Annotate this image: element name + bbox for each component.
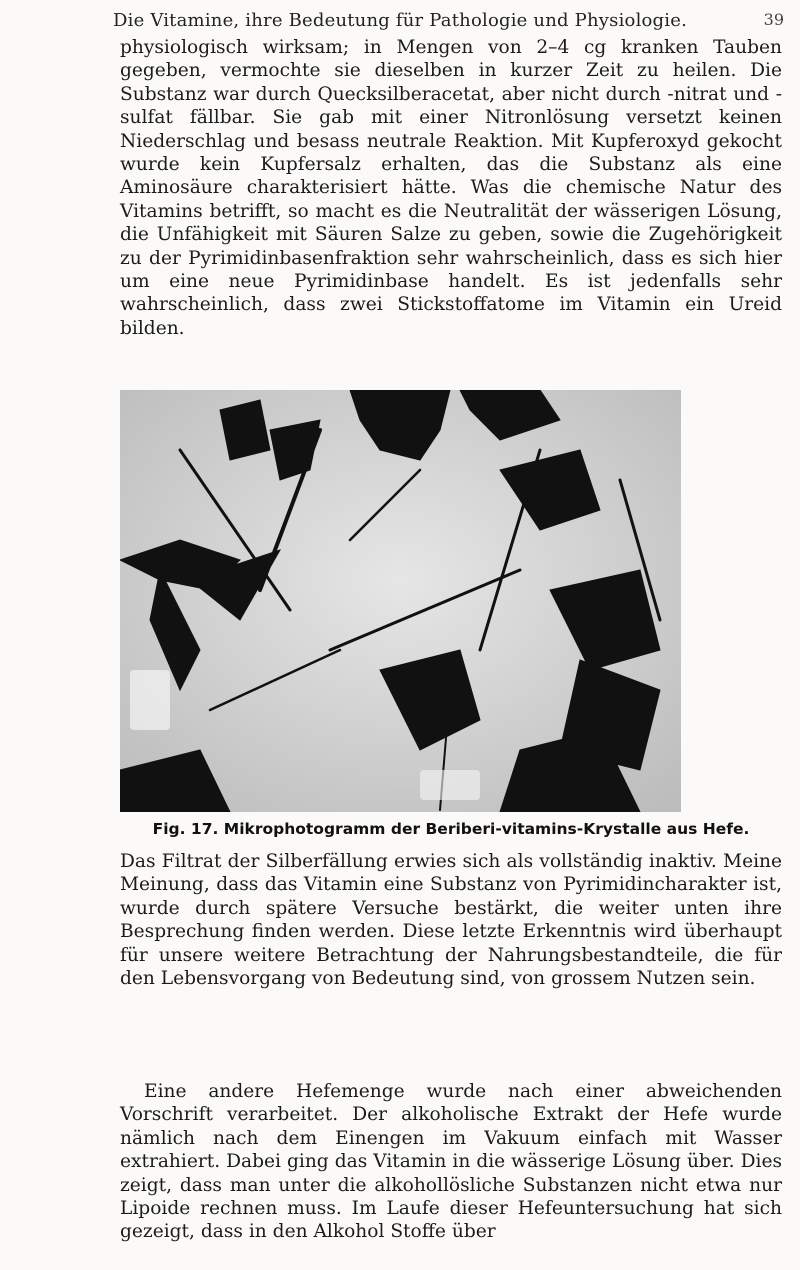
paragraph-1: physiologisch wirksam; in Mengen von 2–4 cg kranken Tauben gegeben, vermochte sie dieselben in kurzer Zeit zu heilen. Die Substanz war durch Quecksilberacetat, aber nicht durch -nitrat und -sulfat fällbar. Sie gab mit einer Nitronlösung versetzt keinen Niederschlag und besass neutrale Reaktion. Mit Kupferoxyd gekocht wurde kein Kupfersalz erhalten, das die Substanz als eine Aminosäure charakterisiert hätte. Was die chemische Natur des Vitamins betrifft, so macht es die Neutralität der wässerigen Lösung, die Unfähigkeit mit Säuren Salze zu geben, sowie die Zugehörigkeit zu der Pyrimidinbasenfraktion sehr wahrscheinlich, dass es sich hier um eine neue Pyrimidinbase handelt. Es ist jedenfalls sehr wahrscheinlich, dass zwei Stickstoffatome im Vitamin ein Ureid bilden. [120,37,782,339]
micrograph-figure [120,390,681,812]
paragraph-3: Eine andere Hefemenge wurde nach einer abweichenden Vorschrift verarbeitet. Der alkoholische Extrakt der Hefe wurde nämlich nach dem Einengen im Vakuum einfach mit Wasser extrahiert. Dabei ging das Vitamin in die wässerige Lösung über. Dies zeigt, dass man unter die alkohollösliche Substanzen nicht etwa nur Lipoide rechnen muss. Im Laufe dieser Hefeuntersuchung hat sich gezeigt, dass in den Alkohol Stoffe über [120,1081,782,1243]
crystal-micrograph-image [120,390,681,812]
figure-caption: Fig. 17. Mikrophotogramm der Beriberi-vitamins-Krystalle aus Hefe. [152,820,750,838]
paragraph-2: Das Filtrat der Silberfällung erwies sich als vollständig inaktiv. Meine Meinung, dass das Vitamin eine Substanz von Pyrimidincharakter ist, wurde durch spätere Versuche bestärkt, die weiter unten ihre Besprechung finden werden. Diese letzte Erkenntnis wird überhaupt für unsere weitere Betrachtung der Nahrungsbestandteile, die für den Lebensvorgang von Bedeutung sind, von grossem Nutzen sein. [120,851,782,990]
running-head: Die Vitamine, ihre Bedeutung für Pathologie und Physiologie. [112,10,688,31]
page-number: 39 [763,10,784,29]
